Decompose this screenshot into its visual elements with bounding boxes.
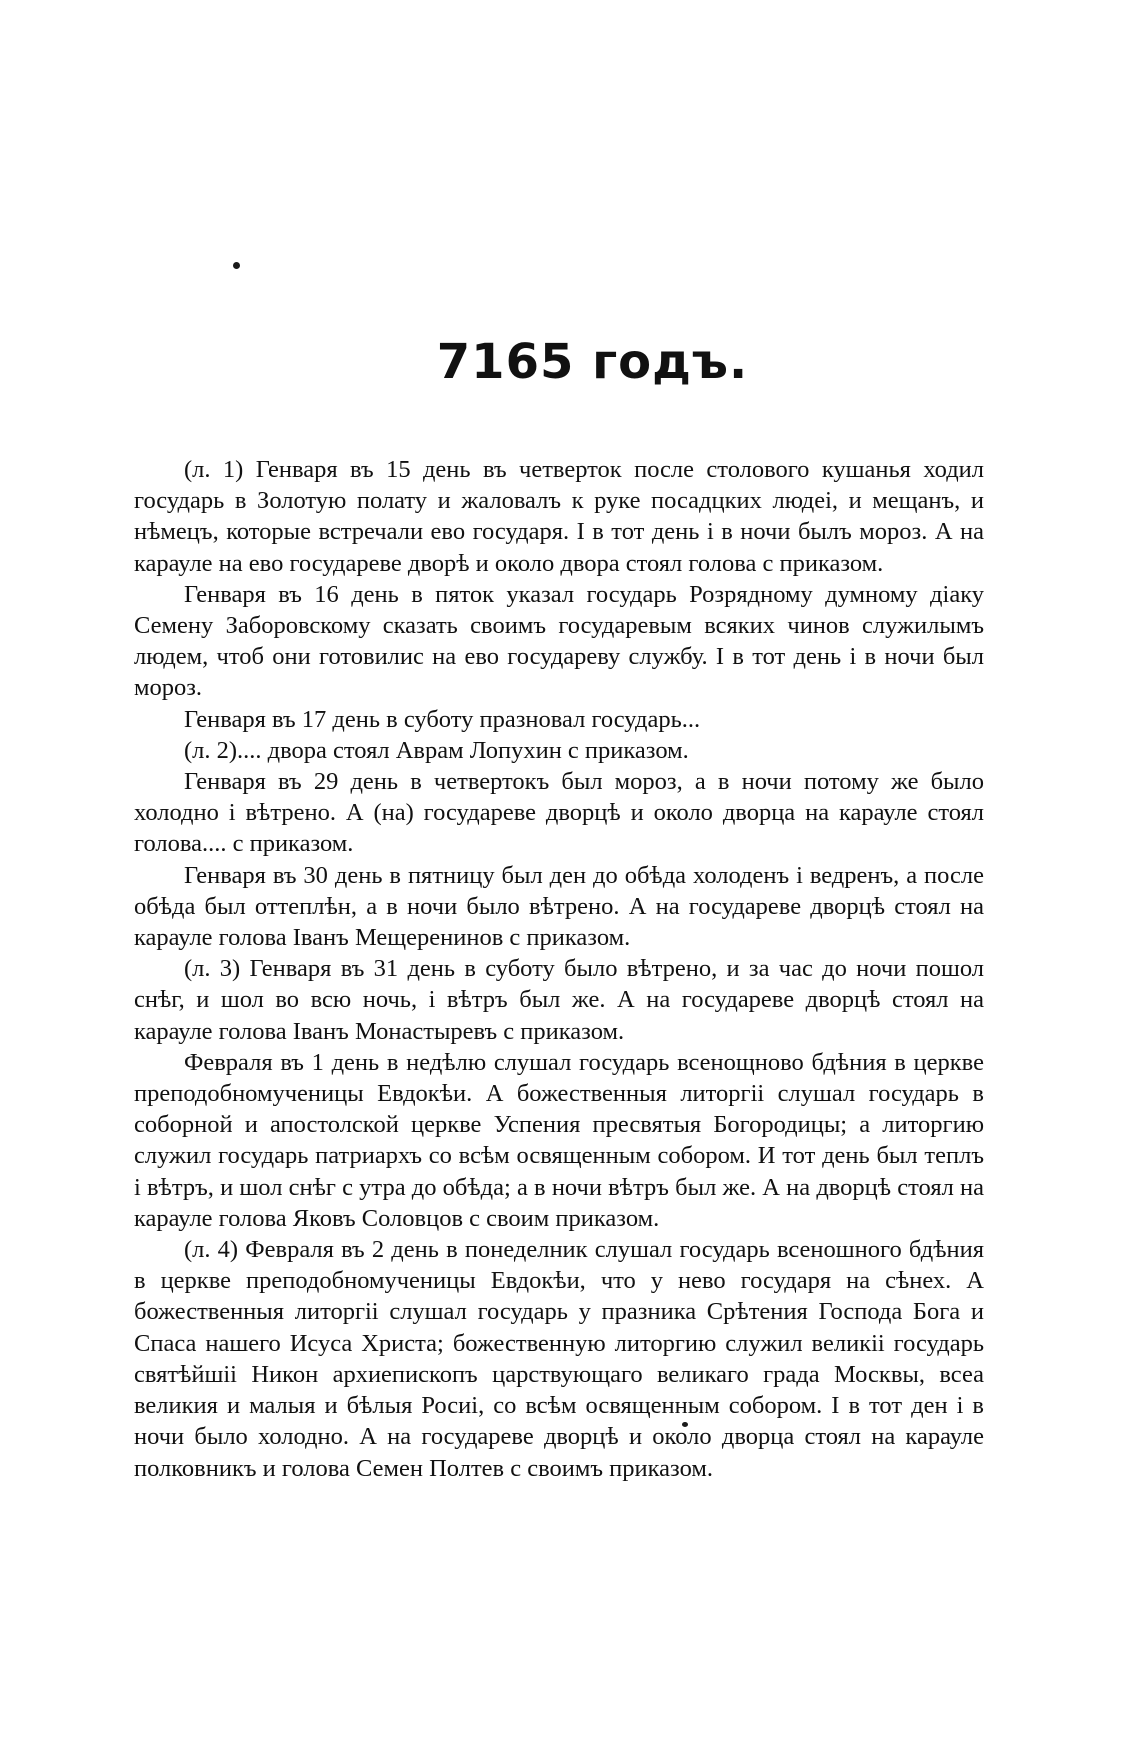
paragraph: (л. 3) Генваря въ 31 день в суботу было вѣтрено, и за час до ночи пошол снѣг, и шол во всю ночь, і вѣтръ был же. А на государеве дворцѣ стоял на карауле голова Іванъ Монастыревъ с приказом. [134, 955, 984, 1045]
paragraph: Февраля въ 1 день в недѣлю слушал государь всенощново бдѣния в церкве преподобномученицы Евдокѣи. А божественныя литоргіі слушал государь в соборной и апостолской церкве Успения пресвятыя Богородицы; а литоргию служил государь патриархъ со всѣм освященным собором. И тот день был теплъ і вѣтръ, и шол снѣг с утра до обѣда; а в ночи вѣтръ был же. А на дворцѣ стоял на карауле голова Яковъ Соловцов с своим приказом. [134, 1048, 984, 1232]
paragraph: (л. 2).... двора стоял Аврам Лопухин с приказом. [184, 736, 689, 764]
paragraph: Генваря въ 16 день в пяток указал государь Розрядному думному діаку Семену Заборовскому сказать своимъ государевым всяких чинов служилымъ людем, чтоб они готовилис на ево государеву службу. І в тот день і в ночи был мороз. [134, 580, 984, 702]
paragraph: (л. 4) Февраля въ 2 день в понеделник слушал государь всеношного бдѣния в церкве преподобномученицы Евдокѣи, что у нево государя на сѣнех. А божественныя литоргіі слушал государь у празника Срѣтения Господа Бога и Спаса нашего Исуса Христа; божественную литоргию служил великіі государь святѣйшіі Никон архиепископъ царствующаго великаго града Москвы, всеа великия и малыя и бѣлыя Росиі, со всѣм освященным собором. І в тот ден і в ночи было холодно. А на государеве дворцѣ и около дворца стоял на карауле полковникъ и голова Семен Полтев с своимъ приказом. [134, 1236, 984, 1482]
paragraph: Генваря въ 17 день в суботу празновал государь... [184, 705, 701, 733]
paragraph: (л. 1) Генваря въ 15 день въ четверток после столового кушанья ходил государь в Золотую полату и жаловалъ к руке посадцких людеі, и мещанъ, и нѣмецъ, которые встречали ево государя. І в тот день і в ночи былъ мороз. А на карауле на ево государеве дворѣ и около двора стоял голова с приказом. [134, 456, 984, 577]
paragraph: Генваря въ 29 день в четвертокъ был мороз, а в ночи потому же было холодно і вѣтрено. А (на) государеве дворцѣ и около дворца на карауле стоял голова.... с приказом. [134, 768, 984, 858]
document-body [134, 454, 984, 1484]
scan-speck [233, 262, 240, 269]
page-title: 7165 годъ. [436, 334, 749, 390]
paragraph: Генваря въ 30 день в пятницу был ден до обѣда холоденъ і ведренъ, а после обѣда был оттеплѣн, а в ночи было вѣтрено. А на государеве дворцѣ стоял на карауле голова Іванъ Мещеренинов с приказом. [134, 861, 984, 952]
